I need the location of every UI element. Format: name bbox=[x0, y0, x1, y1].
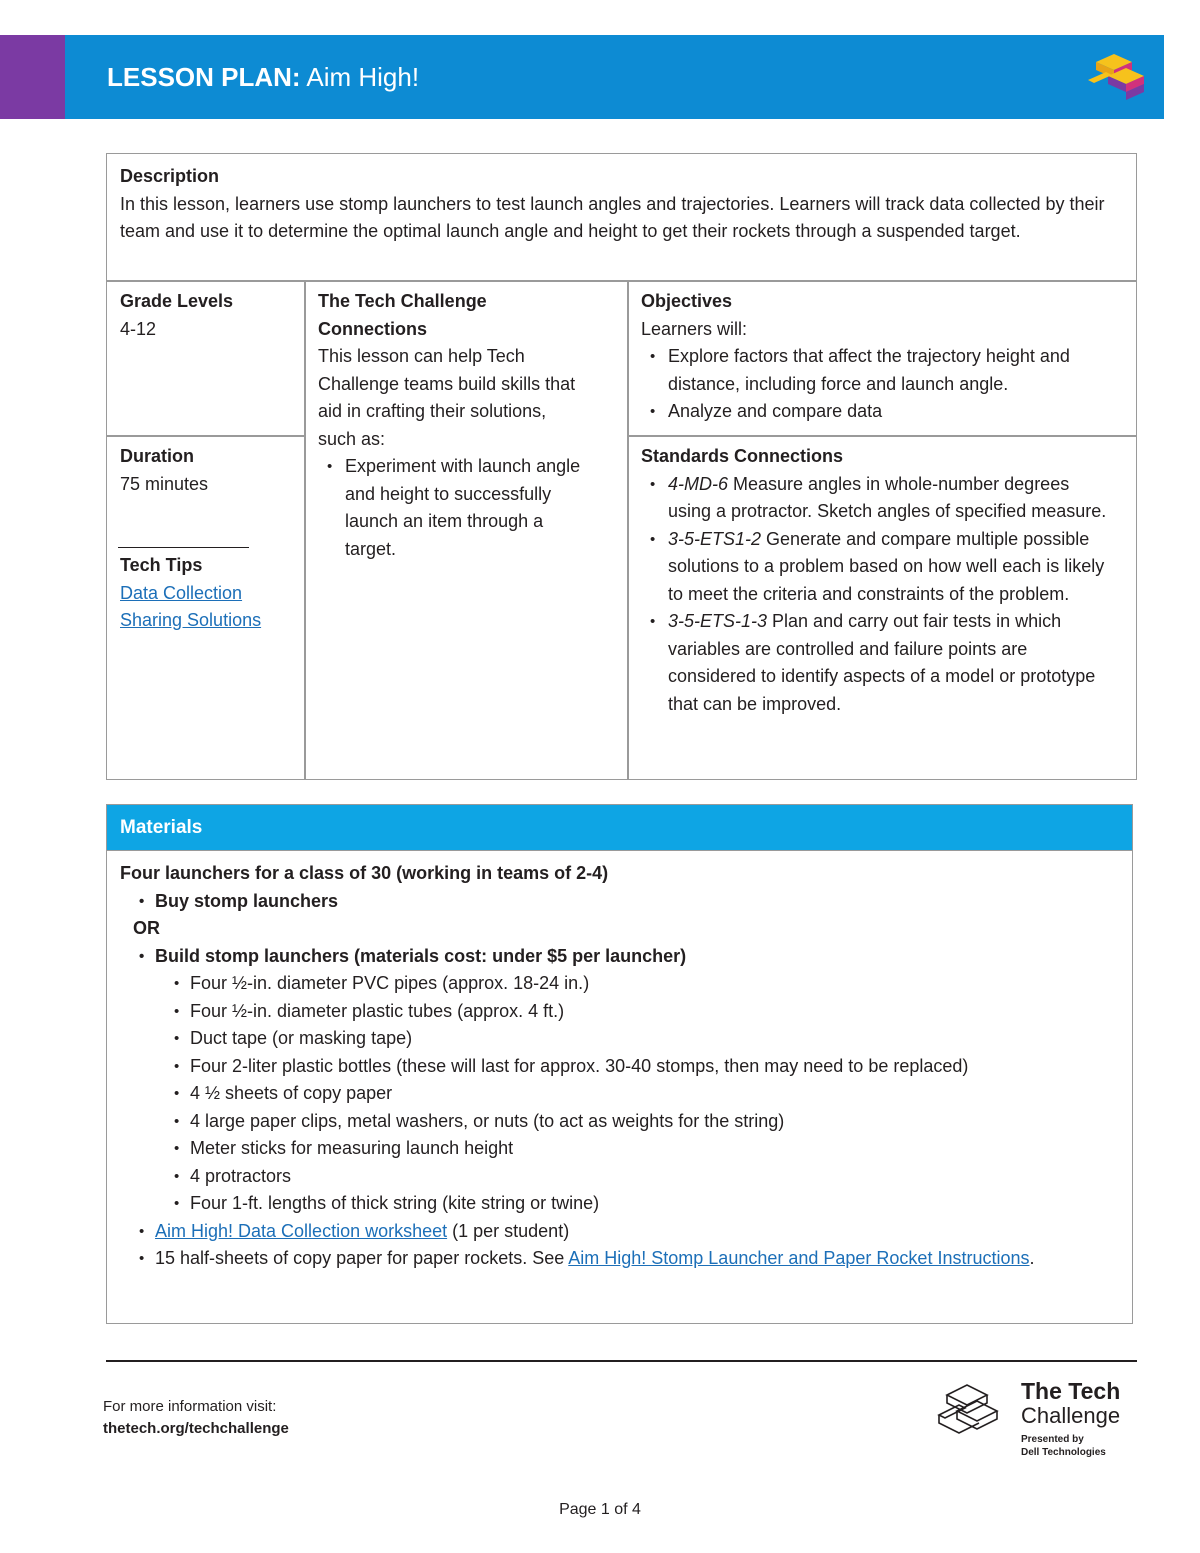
grade-levels-value: 4-12 bbox=[120, 318, 157, 339]
rockets-suffix: . bbox=[1029, 1248, 1035, 1268]
header-bar bbox=[0, 35, 1164, 119]
divider bbox=[107, 280, 1136, 282]
materials-list bbox=[120, 860, 1122, 1273]
connections-cell bbox=[318, 288, 618, 563]
brand-name-line2: Challenge bbox=[1021, 1403, 1121, 1428]
connections-text: This lesson can help Tech Challenge teams build skills that aid in crafting their solutions, such as: bbox=[318, 346, 576, 449]
list-item: • Four 2-liter plastic bottles (these will last for approx. 30-40 stomps, then may need to be replaced) bbox=[120, 1053, 1122, 1081]
list-item: • 4 large paper clips, metal washers, or nuts (to act as weights for the string) bbox=[120, 1108, 1122, 1136]
brand-block bbox=[935, 1375, 1145, 1465]
materials-section bbox=[106, 804, 1133, 1324]
lesson-info-table bbox=[106, 153, 1137, 780]
tech-challenge-brand-icon bbox=[935, 1381, 1007, 1443]
list-item: • Buy stomp launchers bbox=[120, 888, 1122, 916]
tech-challenge-logo-icon bbox=[1082, 52, 1152, 104]
footer-info-label: For more information visit: bbox=[103, 1398, 277, 1415]
instructions-link[interactable]: Aim High! Stomp Launcher and Paper Rocket Instructions bbox=[568, 1248, 1030, 1268]
materials-intro: Four launchers for a class of 30 (working in teams of 2-4) bbox=[120, 863, 609, 883]
description-heading: Description bbox=[120, 166, 220, 186]
tech-tips-cell bbox=[120, 552, 300, 635]
page-title bbox=[107, 35, 419, 119]
sharing-solutions-link[interactable]: Sharing Solutions bbox=[120, 610, 262, 630]
footer-url[interactable]: thetech.org/techchallenge bbox=[103, 1420, 289, 1437]
standards-heading: Standards Connections bbox=[641, 446, 844, 466]
list-item: • Build stomp launchers (materials cost: under $5 per launcher) bbox=[120, 943, 1122, 971]
description-cell bbox=[120, 163, 1120, 246]
materials-heading: Materials bbox=[107, 805, 1132, 851]
divider bbox=[627, 280, 629, 779]
standard-code: 4-MD-6 bbox=[668, 473, 729, 494]
objectives-intro: Learners will: bbox=[641, 318, 748, 339]
objectives-cell bbox=[641, 288, 1131, 426]
divider bbox=[118, 547, 249, 548]
list-item bbox=[120, 1245, 1055, 1273]
list-item: • Experiment with launch angle and height to successfully launch an item through a target. bbox=[318, 453, 598, 563]
list-item: • 4 protractors bbox=[120, 1163, 1122, 1191]
worksheet-link[interactable]: Aim High! Data Collection worksheet bbox=[155, 1220, 448, 1241]
list-item: • Four 1-ft. lengths of thick string (kite string or twine) bbox=[120, 1190, 1122, 1218]
duration-cell bbox=[120, 443, 300, 498]
standard-text: Plan and carry out fair tests in which variables are controlled and failure points are considered to identify aspects of a model or prototype that can be improved. bbox=[668, 611, 1096, 714]
duration-value: 75 minutes bbox=[120, 473, 209, 494]
footer-info bbox=[103, 1396, 289, 1440]
presented-by-label: Presented by bbox=[1021, 1434, 1084, 1445]
divider bbox=[627, 435, 1136, 437]
list-item: • Explore factors that affect the trajectory height and distance, including force and launch angle. bbox=[641, 343, 1111, 398]
page-number: Page 1 of 4 bbox=[559, 1501, 641, 1518]
sponsor-name: Dell Technologies bbox=[1021, 1447, 1106, 1458]
or-label: OR bbox=[133, 918, 160, 938]
list-item bbox=[641, 608, 1111, 718]
list-item: • Four ½-in. diameter PVC pipes (approx. 18-24 in.) bbox=[120, 970, 1122, 998]
brand-sponsor bbox=[1021, 1433, 1106, 1459]
divider bbox=[107, 435, 305, 437]
list-item: • Duct tape (or masking tape) bbox=[120, 1025, 1122, 1053]
rockets-prefix: 15 half-sheets of copy paper for paper rockets. See bbox=[155, 1248, 569, 1268]
header-accent bbox=[0, 35, 65, 119]
divider bbox=[304, 280, 306, 779]
objectives-heading: Objectives bbox=[641, 291, 733, 311]
tech-tips-heading: Tech Tips bbox=[120, 555, 203, 575]
standard-text: Generate and compare multiple possible solutions to a problem based on how well each is likely to meet the criteria and constraints of the problem. bbox=[668, 528, 1105, 604]
lesson-title: Aim High! bbox=[306, 62, 420, 92]
list-item bbox=[641, 471, 1111, 526]
list-item bbox=[641, 526, 1111, 609]
standard-text: Measure angles in whole-number degrees using a protractor. Sketch angles of specified measure. bbox=[668, 473, 1107, 521]
description-text: In this lesson, learners use stomp launchers to test launch angles and trajectories. Learners will track data collected by their team and use it to determine the optimal launch angle and height to get their rockets through a suspended target. bbox=[120, 193, 1105, 241]
grade-levels-cell bbox=[120, 288, 300, 343]
list-item: • 4 ½ sheets of copy paper bbox=[120, 1080, 1122, 1108]
standard-code: 3-5-ETS1-2 bbox=[668, 528, 762, 549]
brand-name-line1: The Tech bbox=[1021, 1378, 1121, 1404]
grade-levels-heading: Grade Levels bbox=[120, 291, 234, 311]
list-item bbox=[120, 1218, 1122, 1246]
data-collection-link[interactable]: Data Collection bbox=[120, 582, 243, 603]
standard-code: 3-5-ETS-1-3 bbox=[668, 611, 768, 631]
connections-heading: The Tech Challenge Connections bbox=[318, 291, 487, 339]
list-item: • Meter sticks for measuring launch height bbox=[120, 1135, 1122, 1163]
lesson-plan-label: LESSON PLAN: bbox=[107, 62, 301, 92]
list-item: • Analyze and compare data bbox=[641, 398, 1111, 426]
worksheet-suffix: (1 per student) bbox=[447, 1220, 570, 1241]
standards-cell bbox=[641, 443, 1131, 718]
list-item: • Four ½-in. diameter plastic tubes (approx. 4 ft.) bbox=[120, 998, 1122, 1026]
footer-divider bbox=[106, 1360, 1137, 1362]
duration-heading: Duration bbox=[120, 446, 194, 466]
